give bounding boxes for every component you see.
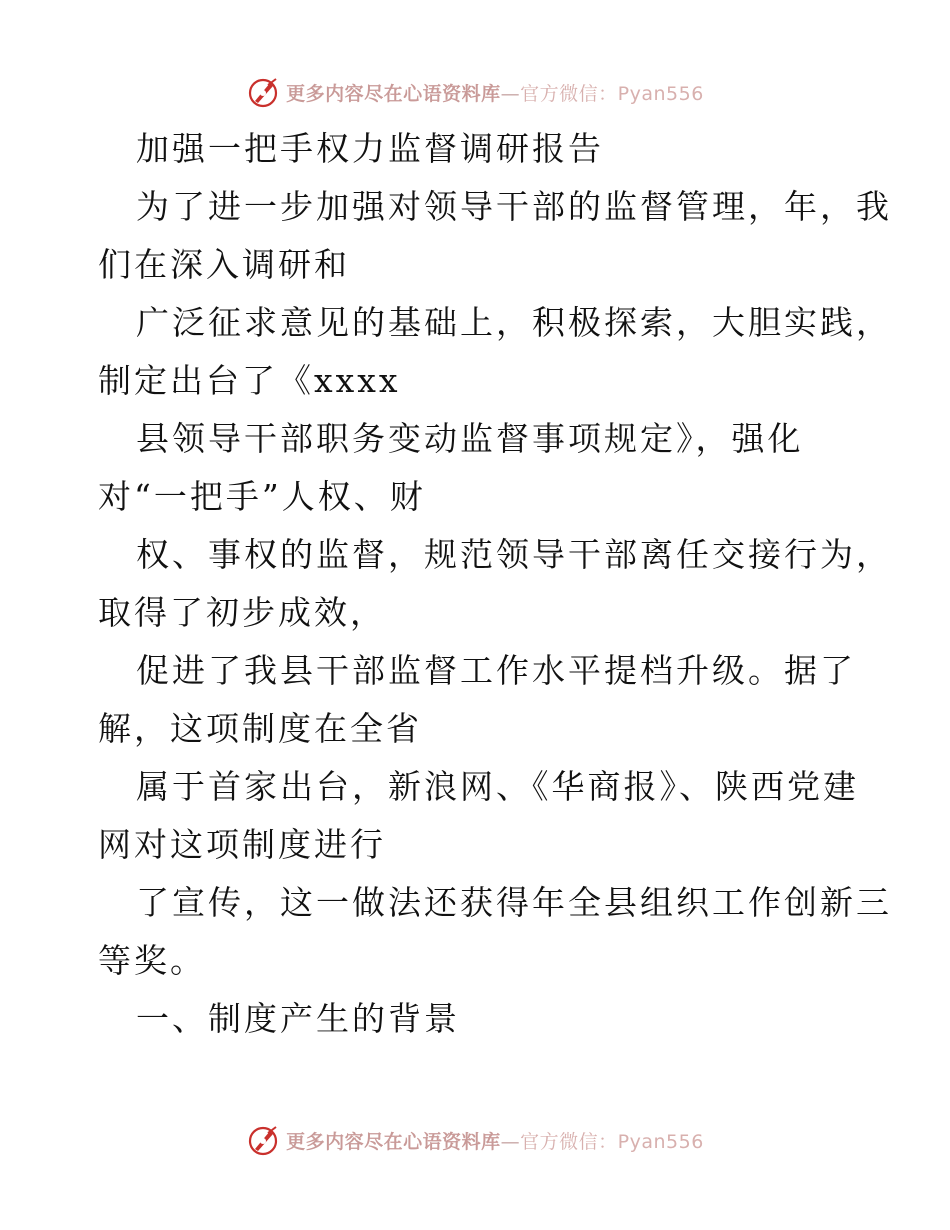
body-line: 广泛征求意见的基础上，积极探索，大胆实践，: [136, 303, 892, 342]
quill-logo-icon: [246, 1123, 280, 1157]
document-body: [98, 120, 892, 1048]
banner-brand: 更多内容尽在心语资料库: [286, 82, 501, 105]
banner-wechat: 官方微信：Pyan556: [520, 1130, 704, 1153]
body-line: 属于首家出台，新浪网、《华商报》、陕西党建: [136, 767, 859, 806]
body-line: 促进了我县干部监督工作水平提档升级。据了: [136, 651, 856, 690]
banner-text: [286, 1127, 704, 1154]
body-line: 权、事权的监督，规范领导干部离任交接行为，: [136, 535, 892, 574]
document-title: 加强一把手权力监督调研报告: [136, 129, 604, 168]
body-line: 解，这项制度在全省: [98, 709, 422, 748]
body-line: 对“一把手”人权、财: [98, 477, 426, 516]
banner-dash: —: [500, 1130, 521, 1153]
body-line: 们在深入调研和: [98, 245, 350, 284]
body-line: 等奖。: [98, 941, 206, 980]
body-line: 制定出台了《xxxx: [98, 361, 401, 400]
quill-logo-icon: [246, 75, 280, 109]
footer-banner: [0, 1120, 950, 1160]
body-line: 网对这项制度进行: [98, 825, 386, 864]
body-line: 了宣传，这一做法还获得年全县组织工作创新三: [136, 883, 892, 922]
body-line: 一、制度产生的背景: [136, 999, 460, 1038]
banner-dash: —: [500, 82, 521, 105]
banner-text: [286, 79, 704, 106]
banner-brand: 更多内容尽在心语资料库: [286, 1130, 501, 1153]
body-line: 取得了初步成效，: [98, 593, 386, 632]
header-banner: [0, 72, 950, 112]
body-line: 县领导干部职务变动监督事项规定》，强化: [136, 419, 804, 458]
body-line: 为了进一步加强对领导干部的监督管理，年，我: [136, 187, 892, 226]
banner-wechat: 官方微信：Pyan556: [520, 82, 704, 105]
